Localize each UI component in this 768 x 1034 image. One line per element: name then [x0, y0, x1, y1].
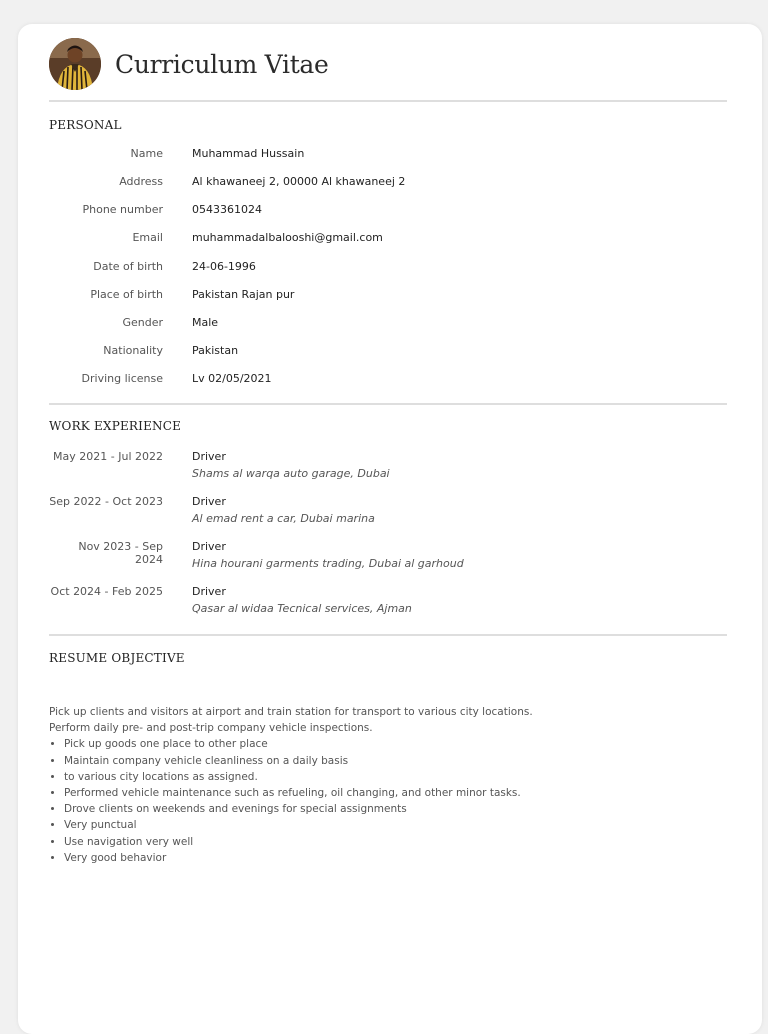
avatar — [49, 38, 101, 90]
personal-row-nationality — [49, 344, 729, 362]
objective-line: Perform daily pre- and post-trip company vehicle inspections. — [49, 722, 373, 735]
personal-row-address — [49, 175, 729, 193]
field-value: Lv 02/05/2021 — [192, 372, 272, 385]
divider — [49, 403, 727, 405]
objective-bullet: • Pick up goods one place to other place — [64, 736, 709, 752]
field-value: 24-06-1996 — [192, 260, 256, 273]
work-company: Shams al warqa auto garage, Dubai — [192, 467, 390, 480]
avatar-photo — [49, 38, 101, 90]
field-label: Address — [119, 175, 163, 188]
objective-bullet: • Very good behavior — [64, 850, 709, 866]
work-company: Al emad rent a car, Dubai marina — [192, 512, 375, 525]
personal-row-name — [49, 147, 729, 165]
field-value: Pakistan — [192, 344, 239, 357]
field-value: muhammadalbalooshi@gmail.com — [192, 231, 383, 244]
work-dates: Oct 2024 - Feb 2025 — [50, 585, 163, 598]
work-dates: Nov 2023 - Sep 2024 — [78, 540, 163, 566]
field-label: Date of birth — [93, 260, 163, 273]
objective-bullet: • Use navigation very well — [64, 834, 709, 850]
objective-bullet: • Very punctual — [64, 817, 709, 833]
objective-bullet: • Maintain company vehicle cleanliness on a daily basis — [64, 753, 709, 769]
objective-line: Pick up clients and visitors at airport and train station for transport to various city locations. — [49, 706, 533, 718]
field-value: Male — [192, 316, 219, 329]
objective-bullet: • to various city locations as assigned. — [64, 769, 709, 785]
objective-bullet: • Drove clients on weekends and evenings for special assignments — [64, 801, 709, 817]
field-label: Name — [130, 147, 163, 160]
work-role: Driver — [192, 495, 226, 508]
field-label: Phone number — [82, 203, 163, 216]
work-role: Driver — [192, 450, 226, 463]
personal-row-phone — [49, 203, 729, 221]
field-value: Pakistan Rajan pur — [192, 288, 295, 301]
cv-page — [18, 24, 762, 1034]
personal-row-place-of-birth — [49, 288, 729, 306]
page-title: Curriculum Vitae — [115, 49, 329, 79]
field-label: Email — [132, 231, 163, 244]
field-value: Al khawaneej 2, 00000 Al khawaneej 2 — [192, 175, 406, 188]
personal-row-gender — [49, 316, 729, 334]
field-label: Place of birth — [90, 288, 163, 301]
section-title-resume-objective: RESUME OBJECTIVE — [49, 651, 185, 665]
cv-header — [49, 38, 329, 90]
work-role: Driver — [192, 540, 226, 553]
work-entry — [49, 495, 729, 531]
work-company: Qasar al widaa Tecnical services, Ajman — [192, 602, 412, 615]
objective-text — [49, 704, 709, 866]
section-title-personal: PERSONAL — [49, 118, 122, 132]
objective-bullet: • Performed vehicle maintenance such as refueling, oil changing, and other minor tasks. — [64, 785, 709, 801]
work-company: Hina hourani garments trading, Dubai al garhoud — [192, 557, 464, 570]
work-dates: May 2021 - Jul 2022 — [53, 450, 163, 463]
field-label: Nationality — [103, 344, 163, 357]
work-entry — [49, 450, 729, 486]
field-value: 0543361024 — [192, 203, 262, 216]
section-title-work-experience: WORK EXPERIENCE — [49, 419, 182, 433]
personal-row-driving-license — [49, 372, 729, 390]
field-label: Gender — [122, 316, 163, 329]
work-entry — [49, 540, 729, 576]
divider — [49, 100, 727, 102]
divider — [49, 634, 727, 636]
objective-list — [49, 736, 709, 866]
field-value: Muhammad Hussain — [192, 147, 305, 160]
work-dates: Sep 2022 - Oct 2023 — [49, 495, 163, 508]
work-entry — [49, 585, 729, 621]
personal-row-date-of-birth — [49, 260, 729, 278]
work-role: Driver — [192, 585, 226, 598]
field-label: Driving license — [81, 372, 163, 385]
personal-row-email — [49, 231, 729, 249]
